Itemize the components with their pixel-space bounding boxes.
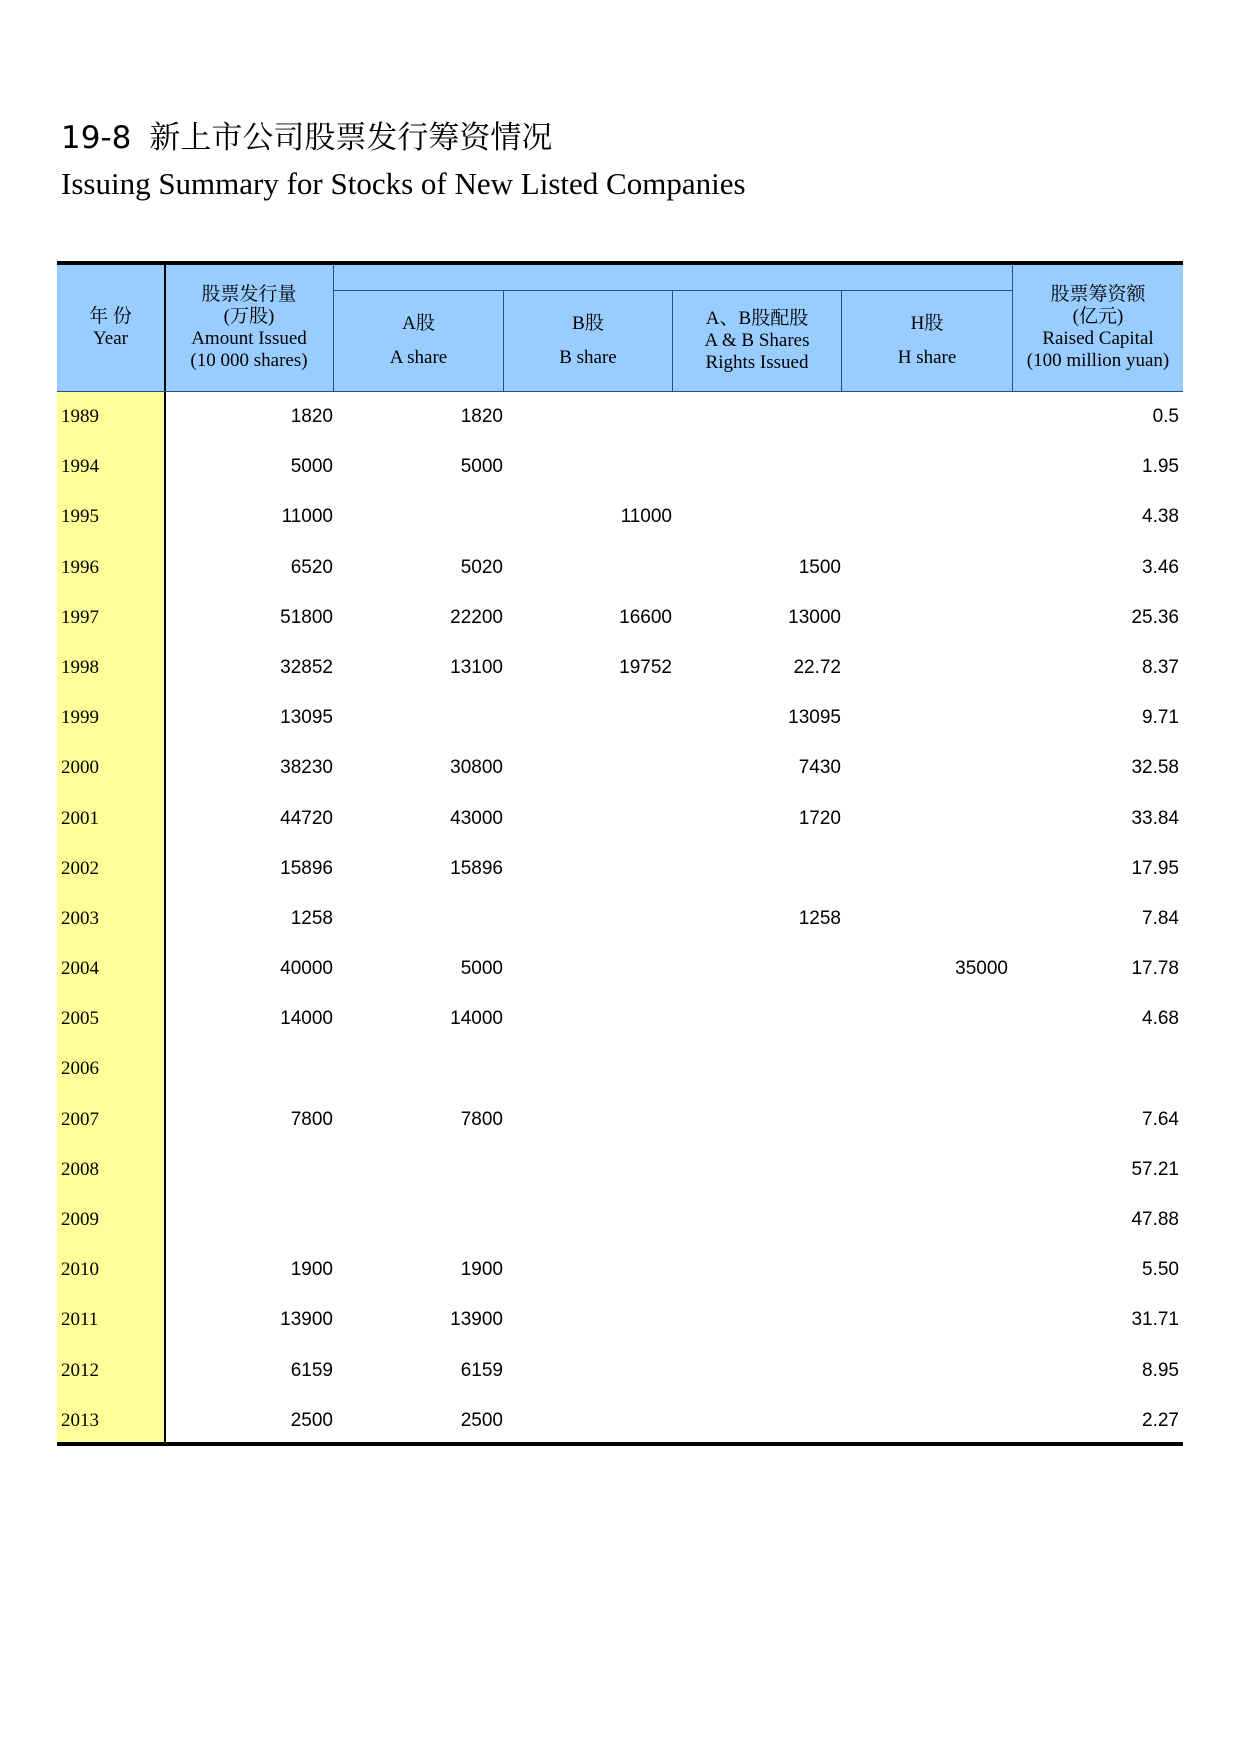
cell-h-share	[842, 543, 1008, 593]
table-row	[57, 1044, 1183, 1094]
table-body	[57, 392, 1183, 1442]
header-amount-en: Amount Issued	[191, 328, 307, 349]
header-h-share-en: H share	[897, 347, 957, 368]
cell-a-share: 13100	[450, 656, 503, 678]
table-header	[57, 265, 1183, 392]
table-row	[57, 743, 1183, 793]
cell-year: 2001	[61, 807, 99, 829]
cell-b-share	[504, 994, 672, 1044]
cell-a-share: 1900	[460, 1259, 503, 1281]
cell-raised-capital: 31.71	[1131, 1309, 1179, 1331]
cell-b-share	[504, 392, 672, 442]
cell-rights-issued	[673, 1044, 841, 1094]
header-rights-issued	[673, 291, 841, 391]
cell-amount-issued	[165, 1044, 333, 1094]
cell-year: 2013	[61, 1409, 99, 1431]
cell-b-share: 11000	[620, 506, 672, 528]
cell-h-share	[842, 442, 1008, 492]
header-year-en: Year	[92, 328, 128, 349]
header-a-share-en: A share	[389, 347, 448, 368]
cell-amount-issued: 1258	[290, 907, 333, 929]
cell-rights-issued: 7430	[798, 757, 841, 779]
cell-h-share	[842, 392, 1008, 442]
cell-amount-issued	[165, 1195, 333, 1245]
cell-raised-capital: 2.27	[1142, 1409, 1179, 1431]
cell-year: 2007	[61, 1108, 99, 1130]
cell-rights-issued	[673, 1145, 841, 1195]
header-capital-unit-cn: (亿元)	[1072, 306, 1124, 327]
table-row	[57, 794, 1183, 844]
cell-a-share: 43000	[450, 807, 503, 829]
cell-rights-issued: 13095	[788, 707, 841, 729]
cell-h-share	[842, 1396, 1008, 1446]
cell-raised-capital: 17.78	[1131, 958, 1179, 980]
cell-b-share: 16600	[619, 606, 672, 628]
table-title-cn-text: 新上市公司股票发行筹资情况	[149, 120, 553, 156]
cell-year: 2010	[61, 1259, 99, 1281]
cell-year: 2008	[61, 1158, 99, 1180]
cell-raised-capital: 8.95	[1142, 1359, 1179, 1381]
header-b-share-cn: B股	[572, 313, 604, 334]
table-row	[57, 894, 1183, 944]
cell-a-share: 2500	[460, 1409, 503, 1431]
cell-h-share	[842, 844, 1008, 894]
header-rights-en2: Rights Issued	[705, 352, 809, 373]
cell-raised-capital: 17.95	[1131, 857, 1179, 879]
cell-b-share	[504, 1396, 672, 1446]
cell-year: 2005	[61, 1008, 99, 1030]
cell-amount-issued: 11000	[281, 506, 333, 528]
cell-b-share	[504, 794, 672, 844]
table-title-english: Issuing Summary for Stocks of New Listed Companies	[61, 166, 746, 201]
table-row	[57, 1295, 1183, 1345]
cell-amount-issued: 6520	[290, 556, 333, 578]
header-amount-issued	[165, 265, 333, 391]
cell-h-share	[842, 1346, 1008, 1396]
cell-raised-capital: 0.5	[1152, 406, 1179, 427]
cell-a-share	[334, 1145, 503, 1195]
cell-raised-capital: 1.95	[1142, 456, 1179, 478]
cell-raised-capital: 47.88	[1131, 1209, 1179, 1230]
cell-year: 2002	[61, 857, 99, 879]
cell-b-share	[504, 1095, 672, 1145]
table-row	[57, 1245, 1183, 1295]
cell-a-share	[334, 492, 503, 542]
cell-b-share	[504, 543, 672, 593]
cell-raised-capital: 7.64	[1142, 1108, 1179, 1130]
cell-year: 2004	[61, 958, 99, 980]
cell-a-share: 13900	[450, 1309, 503, 1331]
cell-h-share	[842, 894, 1008, 944]
cell-year: 2012	[61, 1359, 99, 1381]
table-row	[57, 944, 1183, 994]
cell-year: 2009	[61, 1209, 99, 1230]
cell-raised-capital: 4.38	[1142, 506, 1179, 528]
table-row	[57, 643, 1183, 693]
cell-b-share	[504, 894, 672, 944]
cell-b-share	[504, 743, 672, 793]
cell-rights-issued	[673, 844, 841, 894]
cell-amount-issued: 32852	[280, 656, 333, 678]
cell-b-share	[504, 1145, 672, 1195]
cell-rights-issued: 1258	[798, 907, 841, 929]
cell-rights-issued	[673, 492, 841, 542]
cell-b-share	[504, 944, 672, 994]
stock-issuing-table	[57, 261, 1183, 1446]
cell-amount-issued: 44720	[280, 807, 333, 829]
cell-b-share	[504, 1346, 672, 1396]
cell-raised-capital: 25.36	[1131, 606, 1179, 628]
cell-h-share	[842, 994, 1008, 1044]
cell-year: 1989	[61, 406, 99, 427]
cell-amount-issued: 38230	[280, 757, 333, 779]
cell-year: 2006	[61, 1058, 99, 1080]
cell-rights-issued	[673, 1295, 841, 1345]
cell-a-share: 22200	[450, 606, 503, 628]
cell-amount-issued: 13095	[280, 707, 333, 729]
header-a-share	[334, 291, 503, 391]
cell-rights-issued	[673, 1396, 841, 1446]
cell-rights-issued: 1500	[798, 556, 841, 578]
cell-raised-capital: 3.46	[1142, 556, 1179, 578]
cell-amount-issued: 6159	[290, 1359, 333, 1381]
cell-b-share	[504, 1295, 672, 1345]
cell-a-share: 5020	[460, 556, 503, 578]
cell-a-share: 30800	[450, 757, 503, 779]
cell-year: 1995	[61, 506, 99, 528]
cell-b-share	[504, 693, 672, 743]
cell-rights-issued	[673, 944, 841, 994]
cell-rights-issued	[673, 1095, 841, 1145]
header-capital-cn: 股票筹资额	[1050, 284, 1146, 305]
header-raised-capital	[1013, 265, 1183, 391]
header-year-cn: 年 份	[89, 306, 132, 327]
cell-amount-issued: 14000	[280, 1008, 333, 1030]
table-row	[57, 1396, 1183, 1446]
cell-raised-capital: 33.84	[1131, 807, 1179, 829]
cell-a-share: 6159	[460, 1359, 503, 1381]
cell-b-share	[504, 1245, 672, 1295]
cell-raised-capital: 57.21	[1131, 1158, 1179, 1180]
header-a-share-cn: A股	[402, 313, 435, 334]
cell-h-share	[842, 593, 1008, 643]
cell-a-share	[334, 693, 503, 743]
cell-amount-issued: 40000	[280, 958, 333, 980]
cell-year: 1998	[61, 656, 99, 678]
header-year	[57, 265, 164, 391]
cell-a-share: 7800	[460, 1108, 503, 1130]
cell-a-share	[334, 1044, 503, 1094]
cell-rights-issued	[673, 442, 841, 492]
table-row	[57, 1145, 1183, 1195]
cell-b-share	[504, 844, 672, 894]
cell-b-share	[504, 1044, 672, 1094]
header-b-share-en: B share	[559, 347, 617, 368]
cell-rights-issued	[673, 1245, 841, 1295]
table-row	[57, 994, 1183, 1044]
cell-rights-issued	[673, 994, 841, 1044]
cell-amount-issued: 1820	[290, 406, 333, 427]
cell-b-share	[504, 442, 672, 492]
table-number: 19-8	[61, 120, 132, 156]
cell-amount-issued: 1900	[290, 1259, 333, 1281]
header-h-share-cn: H股	[910, 313, 944, 334]
cell-amount-issued: 13900	[280, 1309, 333, 1331]
cell-rights-issued	[673, 1195, 841, 1245]
cell-year: 1996	[61, 556, 99, 578]
cell-h-share: 35000	[955, 958, 1008, 980]
cell-h-share	[842, 1044, 1008, 1094]
cell-h-share	[842, 743, 1008, 793]
cell-year: 1997	[61, 606, 99, 628]
cell-a-share: 5000	[460, 958, 503, 980]
cell-a-share	[334, 894, 503, 944]
cell-h-share	[842, 1295, 1008, 1345]
table-row	[57, 1346, 1183, 1396]
header-amount-cn: 股票发行量	[201, 284, 297, 305]
cell-h-share	[842, 492, 1008, 542]
table-row	[57, 844, 1183, 894]
cell-a-share	[334, 1195, 503, 1245]
cell-rights-issued: 13000	[788, 606, 841, 628]
header-h-share	[842, 291, 1012, 391]
cell-amount-issued: 5000	[290, 456, 333, 478]
cell-h-share	[842, 643, 1008, 693]
table-row	[57, 593, 1183, 643]
header-amount-unit-cn: (万股)	[223, 306, 275, 327]
table-rows	[57, 392, 1183, 1446]
cell-h-share	[842, 1195, 1008, 1245]
table-row	[57, 543, 1183, 593]
cell-rights-issued	[673, 1346, 841, 1396]
table-title-chinese	[61, 112, 552, 157]
header-rights-cn: A、B股配股	[705, 308, 809, 329]
cell-year: 1994	[61, 456, 99, 478]
cell-b-share: 19752	[619, 656, 672, 678]
cell-year: 1999	[61, 707, 99, 729]
header-amount-unit-en: (10 000 shares)	[190, 350, 308, 371]
cell-year: 2000	[61, 757, 99, 779]
table-row	[57, 693, 1183, 743]
cell-raised-capital: 32.58	[1131, 757, 1179, 779]
cell-amount-issued: 7800	[290, 1108, 333, 1130]
table-row	[57, 442, 1183, 492]
table-row	[57, 392, 1183, 442]
cell-year: 2003	[61, 907, 99, 929]
table-row	[57, 1095, 1183, 1145]
cell-a-share: 14000	[450, 1008, 503, 1030]
table-row	[57, 492, 1183, 542]
cell-raised-capital: 8.37	[1142, 656, 1179, 678]
header-capital-unit-en: (100 million yuan)	[1026, 350, 1170, 371]
cell-amount-issued	[165, 1145, 333, 1195]
cell-raised-capital: 4.68	[1142, 1008, 1179, 1030]
cell-h-share	[842, 693, 1008, 743]
cell-amount-issued: 2500	[290, 1409, 333, 1431]
cell-h-share	[842, 1145, 1008, 1195]
cell-a-share: 1820	[460, 406, 503, 427]
cell-raised-capital: 7.84	[1142, 907, 1179, 929]
cell-h-share	[842, 1245, 1008, 1295]
cell-raised-capital: 5.50	[1142, 1259, 1179, 1281]
cell-rights-issued	[673, 392, 841, 442]
cell-year: 2011	[61, 1309, 99, 1331]
cell-raised-capital: 9.71	[1142, 707, 1179, 729]
cell-a-share: 15896	[450, 857, 503, 879]
cell-raised-capital	[1014, 1044, 1179, 1094]
cell-rights-issued: 22.72	[793, 656, 841, 678]
table-row	[57, 1195, 1183, 1245]
cell-amount-issued: 51800	[280, 606, 333, 628]
header-rights-en1: A & B Shares	[704, 330, 810, 351]
cell-b-share	[504, 1195, 672, 1245]
cell-h-share	[842, 1095, 1008, 1145]
cell-amount-issued: 15896	[280, 857, 333, 879]
cell-rights-issued: 1720	[798, 807, 841, 829]
cell-a-share: 5000	[460, 456, 503, 478]
header-b-share	[504, 291, 672, 391]
header-capital-en: Raised Capital	[1042, 328, 1154, 349]
cell-h-share	[842, 794, 1008, 844]
